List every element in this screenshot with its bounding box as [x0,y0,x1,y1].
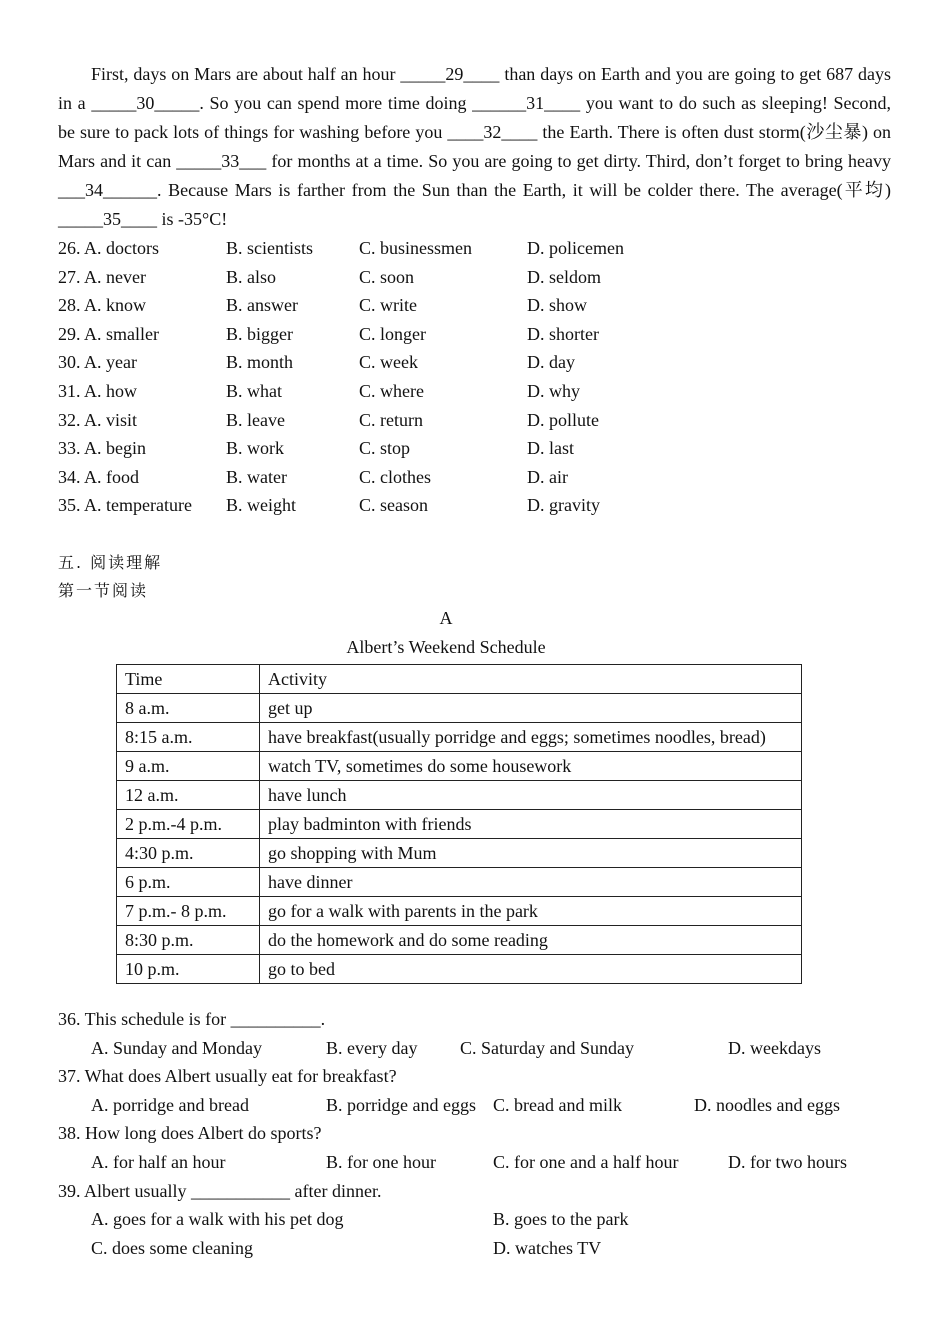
table-row [117,694,802,723]
schedule-table [116,664,802,984]
option-c: C. soon [359,266,415,287]
option-a: 29. A. smaller [58,323,159,344]
option-b: B. answer [226,295,298,316]
option-a: 31. A. how [58,380,138,401]
option-a: 28. A. know [58,295,147,316]
cloze-options [58,234,891,520]
document-page [58,60,891,520]
option-b: B. also [226,266,277,287]
option-a: 34. A. food [58,466,139,487]
q38-option-b: B. for one hour [326,1152,436,1172]
time-cell: 10 p.m. [117,955,260,984]
option-c: C. businessmen [359,238,473,258]
table-row [117,752,802,781]
option-c: C. season [359,495,428,516]
option-d: D. pollute [527,409,599,430]
cloze-option-row [58,320,891,349]
table-row [117,781,802,810]
cloze-option-row [58,377,891,406]
option-a: 30. A. year [58,352,137,373]
time-cell: 6 p.m. [117,868,260,897]
q38-option-c: C. for one and a half hour [493,1152,679,1172]
option-b: B. work [226,438,284,459]
q37-option-d: D. noodles and eggs [694,1095,840,1115]
table-row [117,897,802,926]
subsection-title: 第一节阅读 [58,581,149,600]
option-d: D. policemen [527,238,624,258]
option-b: B. leave [226,409,285,430]
cloze-option-row [58,463,891,492]
q36-option-b: B. every day [326,1038,418,1058]
option-d: D. shorter [527,323,599,344]
table-row [117,955,802,984]
activity-cell: get up [260,694,802,723]
cloze-passage: First, days on Mars are about half an hour _____29____ than days on Earth and you are going to get 687 days in a _____30_____. So you can spend more time doing ______31____ you want to do such as sleeping! Second, be sure to pack lots of things for washing before you ____32____ the Earth. There is often dust storm(沙尘暴) on Mars and it can _____33___ for months at a time. So you are going to get dirty. Third, don’t forget to bring heavy ___34______. Because Mars is farther from the Sun than the Earth, it will be colder there. The average(平均) _____35____ is -35°C! [58,64,891,229]
questions [58,1005,891,1275]
table-row [117,926,802,955]
q36-option-d: D. weekdays [728,1038,821,1058]
time-cell: 2 p.m.-4 p.m. [117,810,260,839]
q36-option-c: C. Saturday and Sunday [460,1038,634,1058]
option-c: C. where [359,380,424,401]
header-time: Time [117,665,260,694]
option-c: C. stop [359,438,411,459]
q37-option-b: B. porridge and eggs [326,1095,476,1115]
option-d: D. gravity [527,495,600,516]
activity-cell: do the homework and do some reading [260,926,802,955]
activity-cell: play badminton with friends [260,810,802,839]
cloze-option-row [58,491,891,520]
option-a: 33. A. begin [58,438,146,459]
option-b: B. what [226,380,282,401]
option-b: B. month [226,352,294,373]
time-cell: 8:30 p.m. [117,926,260,955]
option-d: D. air [527,466,568,487]
option-b: B. weight [226,495,296,516]
activity-cell: watch TV, sometimes do some housework [260,752,802,781]
option-a: 35. A. temperature [58,495,192,516]
section-title: 五. 阅读理解 [58,553,163,572]
passage-letter: A [439,608,453,628]
cloze-option-row [58,291,891,320]
option-d: D. last [527,438,574,459]
q39-option-d: D. watches TV [493,1238,602,1258]
time-cell: 4:30 p.m. [117,839,260,868]
q38-option-a: A. for half an hour [91,1152,226,1172]
option-c: C. clothes [359,466,431,487]
activity-cell: go to bed [260,955,802,984]
time-cell: 12 a.m. [117,781,260,810]
cloze-option-row [58,348,891,377]
q39-option-c: C. does some cleaning [91,1238,253,1258]
table-row [117,868,802,897]
option-d: D. why [527,380,580,401]
q37-option-c: C. bread and milk [493,1095,622,1115]
table-row [117,810,802,839]
cloze-option-row [58,434,891,463]
cloze-option-row [58,263,891,292]
question-37: 37. What does Albert usually eat for breakfast? [58,1066,397,1086]
activity-cell: go shopping with Mum [260,839,802,868]
option-b: B. bigger [226,323,293,344]
activity-cell: have lunch [260,781,802,810]
activity-cell: have breakfast(usually porridge and eggs; sometimes noodles, bread) [260,723,802,752]
option-d: D. show [527,295,588,316]
option-c: C. write [359,295,417,316]
option-a: 32. A. visit [58,409,138,430]
option-d: D. seldom [527,266,601,287]
option-a: 27. A. never [58,266,146,287]
option-b: B. water [226,466,287,487]
time-cell: 8 a.m. [117,694,260,723]
table-row [117,723,802,752]
time-cell: 8:15 a.m. [117,723,260,752]
question-39: 39. Albert usually ___________ after dinner. [58,1181,382,1201]
q39-option-b: B. goes to the park [493,1209,629,1229]
header-activity: Activity [260,665,802,694]
table-header-row [117,665,802,694]
cloze-option-row [58,406,891,435]
time-cell: 9 a.m. [117,752,260,781]
option-b: B. scientists [226,238,314,258]
table-row [117,839,802,868]
option-c: C. week [359,352,418,373]
q36-option-a: A. Sunday and Monday [91,1038,262,1058]
question-38: 38. How long does Albert do sports? [58,1123,322,1143]
q37-option-a: A. porridge and bread [91,1095,249,1115]
activity-cell: go for a walk with parents in the park [260,897,802,926]
option-c: C. longer [359,323,426,344]
option-a: 26. A. doctors [58,238,159,258]
q39-option-a: A. goes for a walk with his pet dog [91,1209,344,1229]
q38-option-d: D. for two hours [728,1152,847,1172]
option-c: C. return [359,409,423,430]
question-36: 36. This schedule is for __________. [58,1009,326,1029]
option-d: D. day [527,352,575,373]
cloze-option-row [58,234,891,263]
schedule-title: Albert’s Weekend Schedule [346,637,546,657]
activity-cell: have dinner [260,868,802,897]
time-cell: 7 p.m.- 8 p.m. [117,897,260,926]
